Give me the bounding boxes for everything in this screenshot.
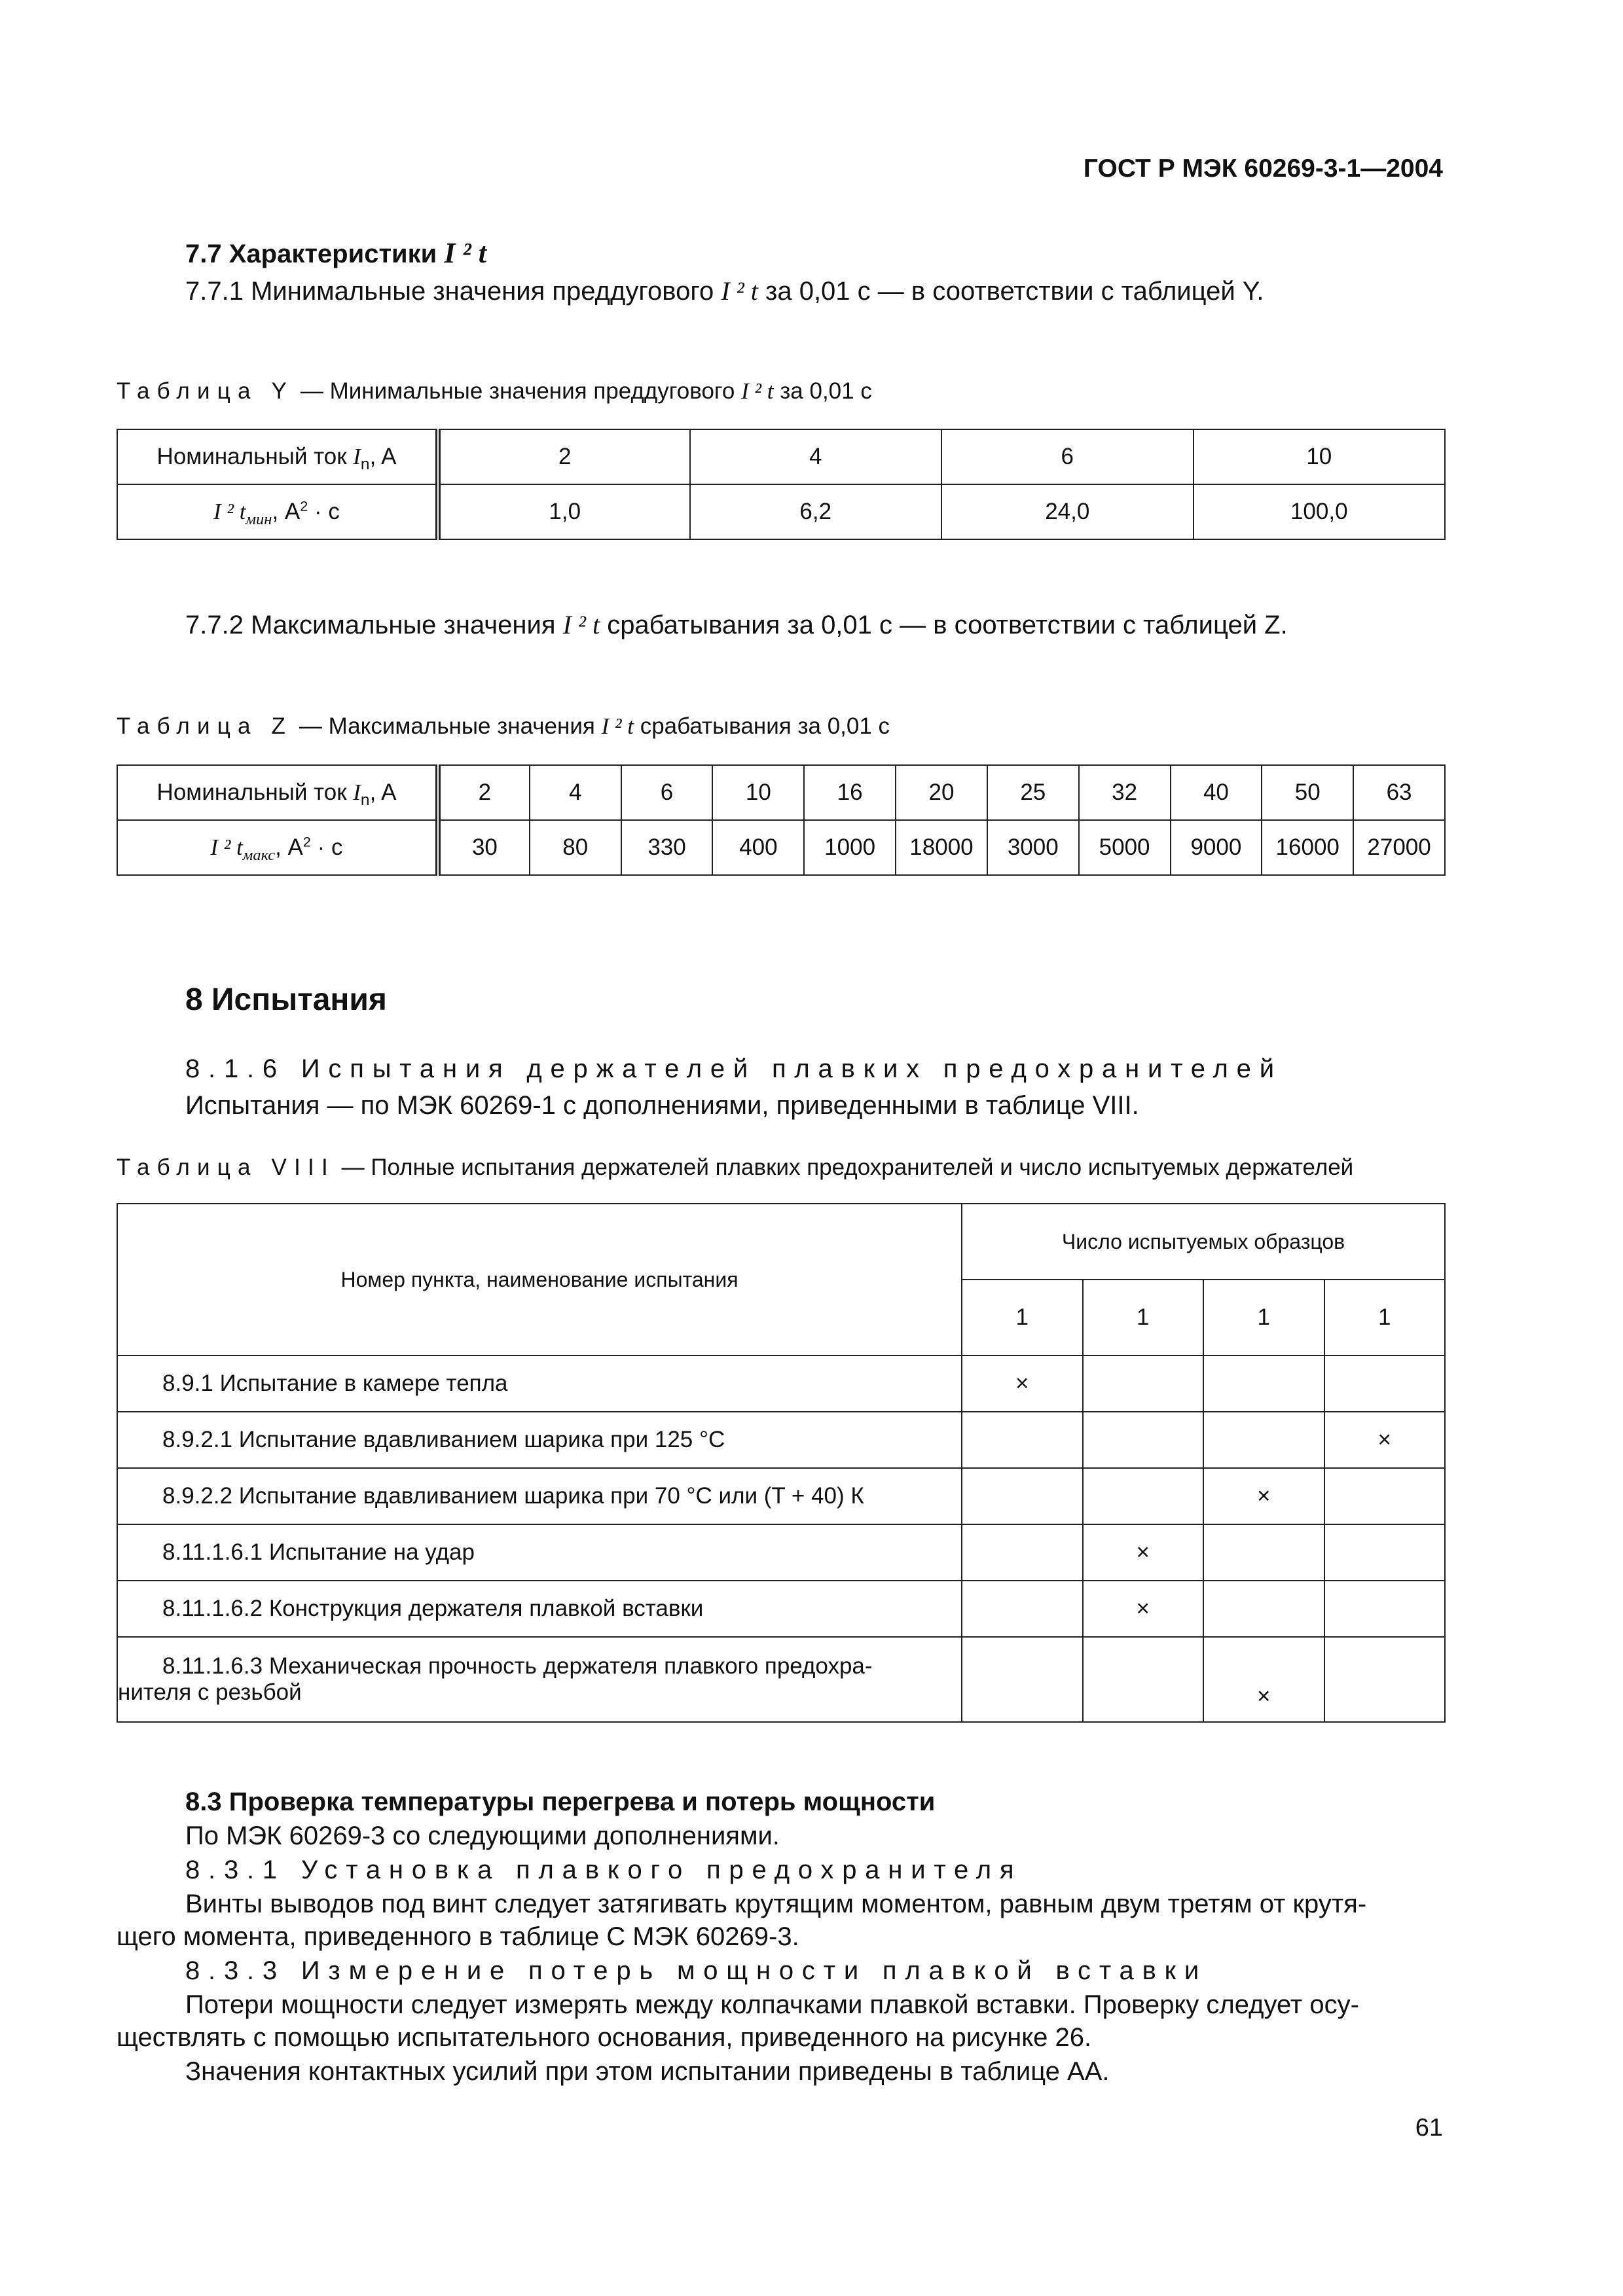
table-z-current: 25 — [987, 765, 1079, 820]
paragraph-7-7-1 — [185, 275, 1264, 308]
table-z-value: 30 — [438, 820, 530, 875]
test-mark — [962, 1524, 1083, 1581]
table-y — [117, 429, 1446, 540]
table-z-current: 20 — [896, 765, 987, 820]
test-name: 8.11.1.6.2 Конструкция держателя плавкой вставки — [117, 1581, 962, 1637]
i2t-symbol: I ² t — [601, 713, 634, 739]
test-mark — [1083, 1355, 1204, 1412]
table-z-value: 9000 — [1171, 820, 1262, 875]
table-row — [117, 1637, 1445, 1722]
test-mark: × — [1203, 1637, 1324, 1722]
table-z-caption-text: — Максимальные значения — [299, 713, 595, 739]
table-z-value-row — [117, 820, 1445, 875]
table-z-value: 18000 — [896, 820, 987, 875]
table-z-value: 1000 — [804, 820, 896, 875]
i2t-symbol: I ² t — [721, 276, 758, 306]
section-8-3-heading: 8.3 Проверка температуры перегрева и потерь мощности — [185, 1787, 936, 1816]
table-y-value: 6,2 — [690, 484, 942, 539]
table-y-value-row — [117, 484, 1445, 539]
table-viii-column-header: Номер пункта, наименование испытания — [117, 1204, 962, 1355]
table-viii-sample-count: 1 — [1083, 1280, 1204, 1355]
table-row — [117, 1355, 1445, 1412]
table-y-caption — [117, 378, 872, 404]
test-mark — [1324, 1637, 1446, 1722]
table-y-current: 10 — [1194, 429, 1446, 484]
paragraph-8-3-3-line3: Значения контактных усилий при этом испытании приведены в таблице АА. — [185, 2057, 1110, 2086]
test-name: 8.9.1 Испытание в камере тепла — [117, 1355, 962, 1412]
table-viii-caption-text: — Полные испытания держателей плавких предохранителей и число испытуемых держателей — [341, 1155, 1354, 1180]
test-name: 8.9.2.2 Испытание вдавливанием шарика при 70 °С или (T + 40) К — [117, 1468, 962, 1524]
table-y-value: 100,0 — [1194, 484, 1446, 539]
test-name: 8.11.1.6.1 Испытание на удар — [117, 1524, 962, 1581]
table-row — [117, 1524, 1445, 1581]
table-viii-sample-count: 1 — [962, 1280, 1083, 1355]
paragraph-8-1-6-title: 8.1.6 Испытания держателей плавких предохранителей — [185, 1054, 1283, 1083]
section-8-heading: 8 Испытания — [185, 982, 387, 1017]
paragraph-7-7-2-suffix: срабатывания за 0,01 с — в соответствии с таблицей Z. — [607, 611, 1288, 639]
test-mark — [1203, 1581, 1324, 1637]
table-z-current-header: Номинальный ток $I_n$, A — [117, 765, 438, 820]
paragraph-7-7-2-text: 7.7.2 Максимальные значения — [185, 611, 556, 639]
table-y-value: 1,0 — [438, 484, 690, 539]
table-z-current: 6 — [621, 765, 713, 820]
table-y-current-header: Номинальный ток $I_n$, A — [117, 429, 438, 484]
table-z-current-row — [117, 765, 1445, 820]
table-z-caption-suffix: срабатывания за 0,01 с — [640, 713, 890, 739]
test-mark — [1083, 1412, 1204, 1468]
test-mark: × — [1083, 1524, 1204, 1581]
paragraph-8-3-1-line2: щего момента, приведенного в таблице С МЭК 60269-3. — [117, 1922, 799, 1951]
table-viii-sample-count: 1 — [1324, 1280, 1446, 1355]
table-z-current: 10 — [712, 765, 804, 820]
test-mark — [1203, 1412, 1324, 1468]
test-mark: × — [962, 1355, 1083, 1412]
table-y-current: 6 — [941, 429, 1194, 484]
table-z-value: 3000 — [987, 820, 1079, 875]
table-y-caption-suffix: за 0,01 с — [780, 378, 872, 404]
table-z-value: 80 — [530, 820, 621, 875]
test-mark: × — [1324, 1412, 1446, 1468]
table-viii-caption-label: Таблица VIII — [117, 1155, 335, 1180]
i2t-symbol: I ² t — [444, 237, 486, 269]
test-name: 8.9.2.1 Испытание вдавливанием шарика при 125 °С — [117, 1412, 962, 1468]
test-mark — [1203, 1524, 1324, 1581]
test-mark — [962, 1412, 1083, 1468]
table-viii-sample-count: 1 — [1203, 1280, 1324, 1355]
table-z-current: 50 — [1262, 765, 1353, 820]
table-y-current: 4 — [690, 429, 942, 484]
test-name: 8.11.1.6.3 Механическая прочность держателя плавкого предохра- нителя с резьбой — [117, 1637, 962, 1722]
test-mark — [1324, 1468, 1446, 1524]
table-viii — [117, 1203, 1446, 1723]
test-mark — [1324, 1581, 1446, 1637]
page-number: 61 — [1415, 2114, 1443, 2142]
i2t-symbol: I ² t — [562, 610, 600, 639]
table-row — [117, 1412, 1445, 1468]
table-z-current: 2 — [438, 765, 530, 820]
paragraph-8-3-1-line1: Винты выводов под винт следует затягивать крутящим моментом, равным двум третям от крутя- — [185, 1890, 1367, 1918]
table-z-current: 40 — [1171, 765, 1262, 820]
table-z-current: 63 — [1353, 765, 1445, 820]
table-z-caption-label: Таблица Z — [117, 713, 293, 739]
table-z-value: 330 — [621, 820, 713, 875]
paragraph-8-3-3-line1: Потери мощности следует измерять между колпачками плавкой вставки. Проверку следует осу- — [185, 1990, 1359, 2019]
section-7-7-heading-text: 7.7 Характеристики — [185, 240, 437, 268]
test-mark — [1324, 1524, 1446, 1581]
test-mark — [1203, 1355, 1324, 1412]
table-y-current: 2 — [438, 429, 690, 484]
table-viii-group-header: Число испытуемых образцов — [962, 1204, 1445, 1280]
table-z-current: 4 — [530, 765, 621, 820]
paragraph-8-3-1-title: 8.3.1 Установка плавкого предохранителя — [185, 1856, 1023, 1884]
test-mark — [962, 1468, 1083, 1524]
test-mark: × — [1203, 1468, 1324, 1524]
section-8-3-intro: По МЭК 60269-3 со следующими дополнениями. — [185, 1821, 780, 1850]
table-z-value: 27000 — [1353, 820, 1445, 875]
paragraph-7-7-1-text: 7.7.1 Минимальные значения преддугового — [185, 277, 714, 306]
table-y-value-header: I ² $t_{мин}$, $A^2 \cdot с$ — [117, 484, 438, 539]
table-y-caption-text: — Минимальные значения преддугового — [300, 378, 735, 404]
section-7-7-heading — [185, 237, 486, 270]
standard-designation: ГОСТ Р МЭК 60269-3-1—2004 — [1083, 154, 1443, 183]
test-mark: × — [1083, 1581, 1204, 1637]
table-z — [117, 764, 1446, 876]
test-mark — [1083, 1637, 1204, 1722]
i2t-symbol: I ² t — [741, 378, 774, 404]
paragraph-8-3-3-line2: ществлять с помощью испытательного основания, приведенного на рисунке 26. — [117, 2023, 1092, 2052]
test-mark — [1083, 1468, 1204, 1524]
paragraph-8-1-6-text: Испытания — по МЭК 60269-1 с дополнениями, приведенными в таблице VIII. — [185, 1091, 1139, 1120]
paragraph-7-7-1-suffix: за 0,01 с — в соответствии с таблицей Y. — [765, 277, 1264, 306]
test-mark — [962, 1637, 1083, 1722]
table-z-value: 16000 — [1262, 820, 1353, 875]
table-z-caption — [117, 713, 890, 740]
table-y-value: 24,0 — [941, 484, 1194, 539]
table-z-current: 16 — [804, 765, 896, 820]
table-z-value: 400 — [712, 820, 804, 875]
table-z-current: 32 — [1079, 765, 1171, 820]
table-row — [117, 1581, 1445, 1637]
table-z-value-header: I ² $t_{макс}$, $A^2 \cdot с$ — [117, 820, 438, 875]
test-mark — [1324, 1355, 1446, 1412]
table-y-caption-label: Таблица Y — [117, 378, 295, 404]
table-row — [117, 1468, 1445, 1524]
table-viii-header-row — [117, 1204, 1445, 1280]
table-y-current-row — [117, 429, 1445, 484]
paragraph-8-3-3-title: 8.3.3 Измерение потерь мощности плавкой вставки — [185, 1956, 1208, 1985]
table-z-value: 5000 — [1079, 820, 1171, 875]
paragraph-7-7-2 — [185, 609, 1288, 641]
table-viii-caption — [117, 1155, 1353, 1181]
test-mark — [962, 1581, 1083, 1637]
